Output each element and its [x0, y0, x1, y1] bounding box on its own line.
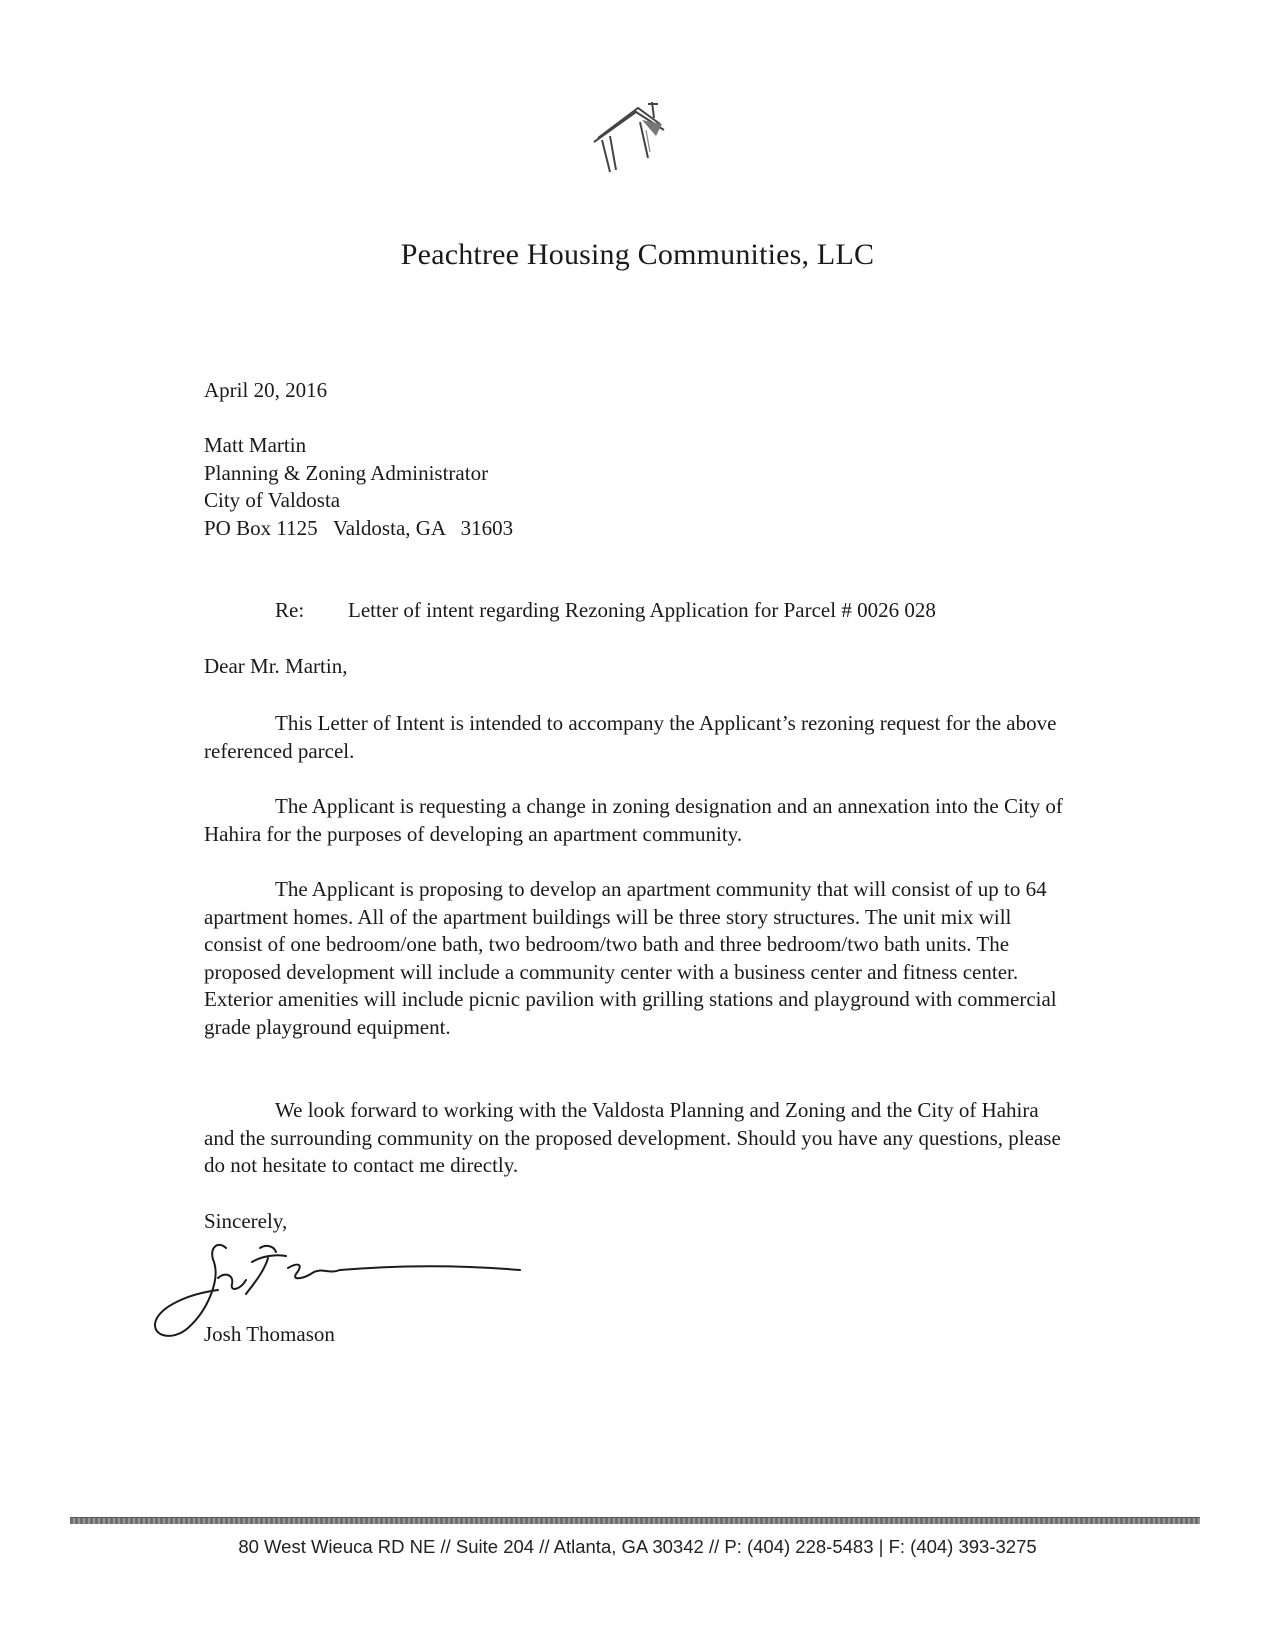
subject-line	[275, 598, 936, 623]
recipient-address-block	[204, 432, 513, 542]
body-paragraph-1: This Letter of Intent is intended to accompany the Applicant’s rezoning request for the above referenced parcel.	[204, 711, 1057, 763]
signer-name: Josh Thomason	[204, 1322, 335, 1346]
company-name: Peachtree Housing Communities, LLC	[400, 238, 875, 271]
recipient-organization: City of Valdosta	[204, 488, 341, 512]
house-roof-icon	[590, 100, 680, 185]
footer-divider	[70, 1517, 1200, 1524]
closing: Sincerely,	[204, 1209, 288, 1233]
body-paragraph-4: We look forward to working with the Valdosta Planning and Zoning and the City of Hahira and the surrounding community on the proposed development. Should you have any questions, please do not hesitate to contact me directly.	[204, 1098, 1061, 1177]
recipient-name: Matt Martin	[204, 433, 307, 457]
recipient-title: Planning & Zoning Administrator	[204, 460, 489, 485]
subject-text: Letter of intent regarding Rezoning Application for Parcel # 0026 028	[348, 598, 936, 622]
body-paragraph-2: The Applicant is requesting a change in zoning designation and an annexation into the City of Hahira for the purposes of developing an apartment community.	[204, 794, 1063, 846]
recipient-address: PO Box 1125 Valdosta, GA 31603	[204, 515, 514, 540]
footer-contact: 80 West Wieuca RD NE // Suite 204 // Atlanta, GA 30342 // P: (404) 228-5483 | F: (404) 393-3275	[238, 1536, 1037, 1557]
salutation: Dear Mr. Martin,	[204, 654, 348, 678]
subject-label: Re:	[275, 598, 305, 622]
body-paragraph-3: The Applicant is proposing to develop an apartment community that will consist of up to 64 apartment homes. All of the apartment buildings will be three story structures. The unit mix will consist of one bedroom/one bath, two bedroom/two bath and three bedroom/two bath units. The proposed development will include a community center with a business center and fitness center. Exterior amenities will include picnic pavilion with grilling stations and playground with commercial grade playground equipment.	[204, 877, 1057, 1039]
letter-date: April 20, 2016	[204, 378, 328, 402]
